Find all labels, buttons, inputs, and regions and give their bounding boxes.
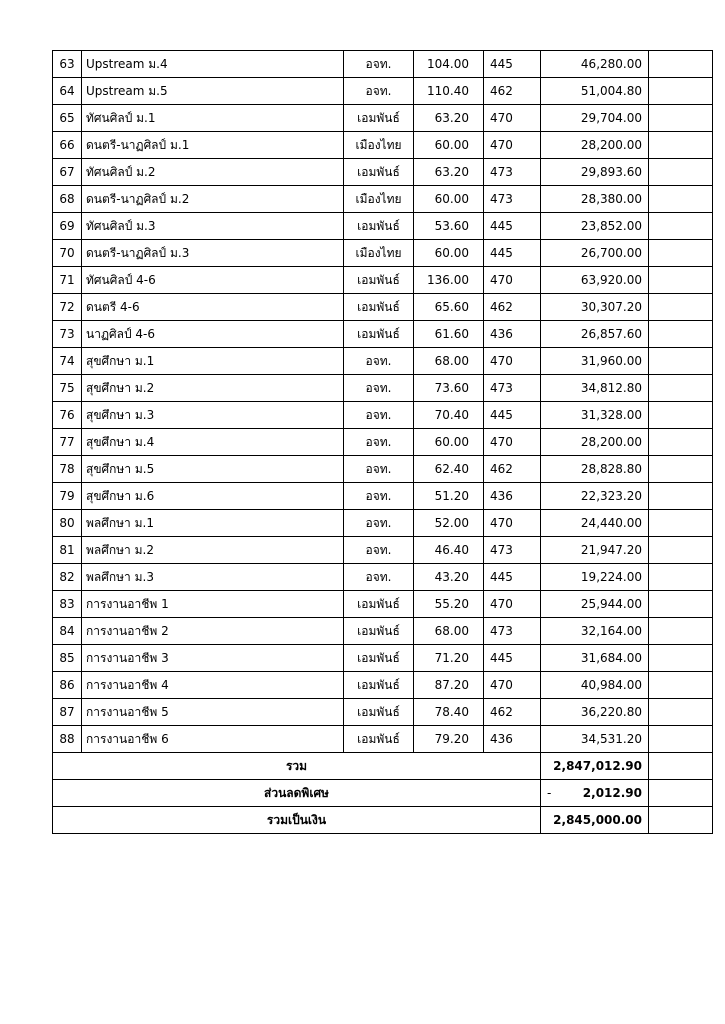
line-total: 19,224.00 xyxy=(541,564,649,591)
table-row xyxy=(53,456,713,483)
note-cell xyxy=(649,132,713,159)
quantity: 473 xyxy=(484,618,541,645)
summary-section xyxy=(53,753,713,834)
row-number: 77 xyxy=(53,429,82,456)
row-number: 87 xyxy=(53,699,82,726)
table-row xyxy=(53,375,713,402)
publisher: เมืองไทย xyxy=(344,132,414,159)
publisher: อจท. xyxy=(344,510,414,537)
quantity: 470 xyxy=(484,672,541,699)
note-cell xyxy=(649,618,713,645)
note-cell xyxy=(649,537,713,564)
unit-price: 79.20 xyxy=(414,726,484,753)
book-title: สุขศึกษา ม.3 xyxy=(82,402,344,429)
line-total: 32,164.00 xyxy=(541,618,649,645)
publisher: เอมพันธ์ xyxy=(344,267,414,294)
row-number: 80 xyxy=(53,510,82,537)
book-title: ดนตรี-นาฏศิลป์ ม.1 xyxy=(82,132,344,159)
line-total: 30,307.20 xyxy=(541,294,649,321)
book-title: การงานอาชีพ 5 xyxy=(82,699,344,726)
quantity: 473 xyxy=(484,537,541,564)
note-cell xyxy=(649,375,713,402)
unit-price: 63.20 xyxy=(414,105,484,132)
book-title: นาฏศิลป์ 4-6 xyxy=(82,321,344,348)
sum-label: รวม xyxy=(53,753,541,780)
row-number: 75 xyxy=(53,375,82,402)
publisher: อจท. xyxy=(344,564,414,591)
note-cell xyxy=(649,321,713,348)
note-cell xyxy=(649,429,713,456)
discount-row xyxy=(53,780,713,807)
row-number: 68 xyxy=(53,186,82,213)
line-total: 36,220.80 xyxy=(541,699,649,726)
table-row xyxy=(53,618,713,645)
note-cell xyxy=(649,402,713,429)
publisher: อจท. xyxy=(344,429,414,456)
line-total: 28,200.00 xyxy=(541,429,649,456)
note-cell xyxy=(649,564,713,591)
quantity: 470 xyxy=(484,510,541,537)
table-row xyxy=(53,186,713,213)
publisher: อจท. xyxy=(344,456,414,483)
unit-price: 43.20 xyxy=(414,564,484,591)
table-row xyxy=(53,321,713,348)
book-order-table xyxy=(52,50,713,834)
note-cell xyxy=(649,483,713,510)
unit-price: 87.20 xyxy=(414,672,484,699)
book-title: การงานอาชีพ 3 xyxy=(82,645,344,672)
publisher: เอมพันธ์ xyxy=(344,591,414,618)
line-total: 51,004.80 xyxy=(541,78,649,105)
unit-price: 52.00 xyxy=(414,510,484,537)
unit-price: 62.40 xyxy=(414,456,484,483)
row-number: 79 xyxy=(53,483,82,510)
net-note-cell xyxy=(649,807,713,834)
row-number: 84 xyxy=(53,618,82,645)
publisher: อจท. xyxy=(344,483,414,510)
line-total: 31,960.00 xyxy=(541,348,649,375)
book-title: พลศึกษา ม.3 xyxy=(82,564,344,591)
note-cell xyxy=(649,51,713,78)
table-row xyxy=(53,240,713,267)
quantity: 470 xyxy=(484,267,541,294)
quantity: 445 xyxy=(484,51,541,78)
line-total: 31,328.00 xyxy=(541,402,649,429)
table-row xyxy=(53,51,713,78)
line-total: 25,944.00 xyxy=(541,591,649,618)
table-row xyxy=(53,267,713,294)
row-number: 66 xyxy=(53,132,82,159)
discount-sign: - xyxy=(547,786,552,800)
table-row xyxy=(53,510,713,537)
quantity: 473 xyxy=(484,159,541,186)
table-row xyxy=(53,726,713,753)
sum-note-cell xyxy=(649,753,713,780)
row-number: 81 xyxy=(53,537,82,564)
book-title: สุขศึกษา ม.4 xyxy=(82,429,344,456)
line-total: 31,684.00 xyxy=(541,645,649,672)
quantity: 473 xyxy=(484,186,541,213)
discount-cell xyxy=(541,780,649,807)
unit-price: 71.20 xyxy=(414,645,484,672)
unit-price: 68.00 xyxy=(414,618,484,645)
discount-label: ส่วนลดพิเศษ xyxy=(53,780,541,807)
net-row xyxy=(53,807,713,834)
note-cell xyxy=(649,645,713,672)
net-label: รวมเป็นเงิน xyxy=(53,807,541,834)
line-total: 29,893.60 xyxy=(541,159,649,186)
line-total: 26,857.60 xyxy=(541,321,649,348)
row-number: 86 xyxy=(53,672,82,699)
row-number: 78 xyxy=(53,456,82,483)
line-total: 28,200.00 xyxy=(541,132,649,159)
sum-value: 2,847,012.90 xyxy=(541,753,649,780)
publisher: เอมพันธ์ xyxy=(344,159,414,186)
table-row xyxy=(53,213,713,240)
line-total: 40,984.00 xyxy=(541,672,649,699)
publisher: เอมพันธ์ xyxy=(344,105,414,132)
line-total: 22,323.20 xyxy=(541,483,649,510)
quantity: 445 xyxy=(484,402,541,429)
quantity: 436 xyxy=(484,321,541,348)
table-row xyxy=(53,591,713,618)
row-number: 69 xyxy=(53,213,82,240)
row-number: 83 xyxy=(53,591,82,618)
table-row xyxy=(53,672,713,699)
table-row xyxy=(53,105,713,132)
table-row xyxy=(53,483,713,510)
table-row xyxy=(53,645,713,672)
note-cell xyxy=(649,510,713,537)
publisher: เอมพันธ์ xyxy=(344,321,414,348)
quantity: 470 xyxy=(484,591,541,618)
publisher: เอมพันธ์ xyxy=(344,618,414,645)
line-total: 21,947.20 xyxy=(541,537,649,564)
book-title: สุขศึกษา ม.6 xyxy=(82,483,344,510)
note-cell xyxy=(649,159,713,186)
note-cell xyxy=(649,294,713,321)
row-number: 82 xyxy=(53,564,82,591)
line-total: 28,828.80 xyxy=(541,456,649,483)
book-title: พลศึกษา ม.1 xyxy=(82,510,344,537)
discount-value: 2,012.90 xyxy=(582,786,642,800)
discount-note-cell xyxy=(649,780,713,807)
line-total: 34,531.20 xyxy=(541,726,649,753)
table-row xyxy=(53,429,713,456)
note-cell xyxy=(649,240,713,267)
quantity: 470 xyxy=(484,348,541,375)
row-number: 65 xyxy=(53,105,82,132)
line-total: 29,704.00 xyxy=(541,105,649,132)
note-cell xyxy=(649,186,713,213)
unit-price: 68.00 xyxy=(414,348,484,375)
note-cell xyxy=(649,78,713,105)
note-cell xyxy=(649,591,713,618)
table-row xyxy=(53,294,713,321)
table-row xyxy=(53,564,713,591)
line-total: 46,280.00 xyxy=(541,51,649,78)
quantity: 462 xyxy=(484,294,541,321)
publisher: อจท. xyxy=(344,348,414,375)
quantity: 470 xyxy=(484,105,541,132)
quantity: 445 xyxy=(484,240,541,267)
unit-price: 73.60 xyxy=(414,375,484,402)
unit-price: 51.20 xyxy=(414,483,484,510)
book-title: ทัศนศิลป์ 4-6 xyxy=(82,267,344,294)
unit-price: 60.00 xyxy=(414,429,484,456)
publisher: เอมพันธ์ xyxy=(344,645,414,672)
unit-price: 110.40 xyxy=(414,78,484,105)
table-row xyxy=(53,537,713,564)
quantity: 470 xyxy=(484,429,541,456)
row-number: 76 xyxy=(53,402,82,429)
line-total: 34,812.80 xyxy=(541,375,649,402)
row-number: 88 xyxy=(53,726,82,753)
book-title: Upstream ม.4 xyxy=(82,51,344,78)
quantity: 462 xyxy=(484,699,541,726)
publisher: เมืองไทย xyxy=(344,240,414,267)
book-title: Upstream ม.5 xyxy=(82,78,344,105)
unit-price: 55.20 xyxy=(414,591,484,618)
publisher: เอมพันธ์ xyxy=(344,294,414,321)
row-number: 85 xyxy=(53,645,82,672)
book-title: ดนตรี 4-6 xyxy=(82,294,344,321)
unit-price: 46.40 xyxy=(414,537,484,564)
line-total: 23,852.00 xyxy=(541,213,649,240)
book-title: สุขศึกษา ม.1 xyxy=(82,348,344,375)
note-cell xyxy=(649,267,713,294)
note-cell xyxy=(649,726,713,753)
book-title: สุขศึกษา ม.2 xyxy=(82,375,344,402)
unit-price: 104.00 xyxy=(414,51,484,78)
line-total: 63,920.00 xyxy=(541,267,649,294)
book-title: การงานอาชีพ 1 xyxy=(82,591,344,618)
book-title: พลศึกษา ม.2 xyxy=(82,537,344,564)
quantity: 470 xyxy=(484,132,541,159)
publisher: อจท. xyxy=(344,537,414,564)
row-number: 72 xyxy=(53,294,82,321)
table-row xyxy=(53,699,713,726)
book-title: ทัศนศิลป์ ม.2 xyxy=(82,159,344,186)
row-number: 67 xyxy=(53,159,82,186)
line-total: 28,380.00 xyxy=(541,186,649,213)
note-cell xyxy=(649,699,713,726)
book-title: ทัศนศิลป์ ม.3 xyxy=(82,213,344,240)
row-number: 64 xyxy=(53,78,82,105)
unit-price: 61.60 xyxy=(414,321,484,348)
note-cell xyxy=(649,456,713,483)
publisher: เมืองไทย xyxy=(344,186,414,213)
row-number: 74 xyxy=(53,348,82,375)
row-number: 63 xyxy=(53,51,82,78)
book-title: ดนตรี-นาฏศิลป์ ม.2 xyxy=(82,186,344,213)
publisher: เอมพันธ์ xyxy=(344,726,414,753)
book-title: การงานอาชีพ 6 xyxy=(82,726,344,753)
publisher: เอมพันธ์ xyxy=(344,213,414,240)
unit-price: 78.40 xyxy=(414,699,484,726)
book-title: การงานอาชีพ 2 xyxy=(82,618,344,645)
quantity: 462 xyxy=(484,456,541,483)
row-number: 71 xyxy=(53,267,82,294)
quantity: 445 xyxy=(484,645,541,672)
line-total: 26,700.00 xyxy=(541,240,649,267)
table-row xyxy=(53,132,713,159)
table-body xyxy=(53,51,713,753)
row-number: 73 xyxy=(53,321,82,348)
book-title: สุขศึกษา ม.5 xyxy=(82,456,344,483)
note-cell xyxy=(649,105,713,132)
publisher: อจท. xyxy=(344,78,414,105)
unit-price: 136.00 xyxy=(414,267,484,294)
publisher: อจท. xyxy=(344,51,414,78)
table-row xyxy=(53,159,713,186)
quantity: 445 xyxy=(484,213,541,240)
quantity: 436 xyxy=(484,483,541,510)
quantity: 445 xyxy=(484,564,541,591)
book-title: ทัศนศิลป์ ม.1 xyxy=(82,105,344,132)
net-value: 2,845,000.00 xyxy=(541,807,649,834)
table-row xyxy=(53,402,713,429)
sum-row xyxy=(53,753,713,780)
note-cell xyxy=(649,348,713,375)
unit-price: 53.60 xyxy=(414,213,484,240)
note-cell xyxy=(649,672,713,699)
unit-price: 60.00 xyxy=(414,132,484,159)
quantity: 436 xyxy=(484,726,541,753)
table-row xyxy=(53,348,713,375)
line-total: 24,440.00 xyxy=(541,510,649,537)
row-number: 70 xyxy=(53,240,82,267)
publisher: อจท. xyxy=(344,375,414,402)
unit-price: 63.20 xyxy=(414,159,484,186)
book-title: การงานอาชีพ 4 xyxy=(82,672,344,699)
quantity: 462 xyxy=(484,78,541,105)
table-row xyxy=(53,78,713,105)
unit-price: 60.00 xyxy=(414,240,484,267)
publisher: อจท. xyxy=(344,402,414,429)
publisher: เอมพันธ์ xyxy=(344,672,414,699)
unit-price: 60.00 xyxy=(414,186,484,213)
book-title: ดนตรี-นาฏศิลป์ ม.3 xyxy=(82,240,344,267)
publisher: เอมพันธ์ xyxy=(344,699,414,726)
unit-price: 70.40 xyxy=(414,402,484,429)
note-cell xyxy=(649,213,713,240)
quantity: 473 xyxy=(484,375,541,402)
unit-price: 65.60 xyxy=(414,294,484,321)
